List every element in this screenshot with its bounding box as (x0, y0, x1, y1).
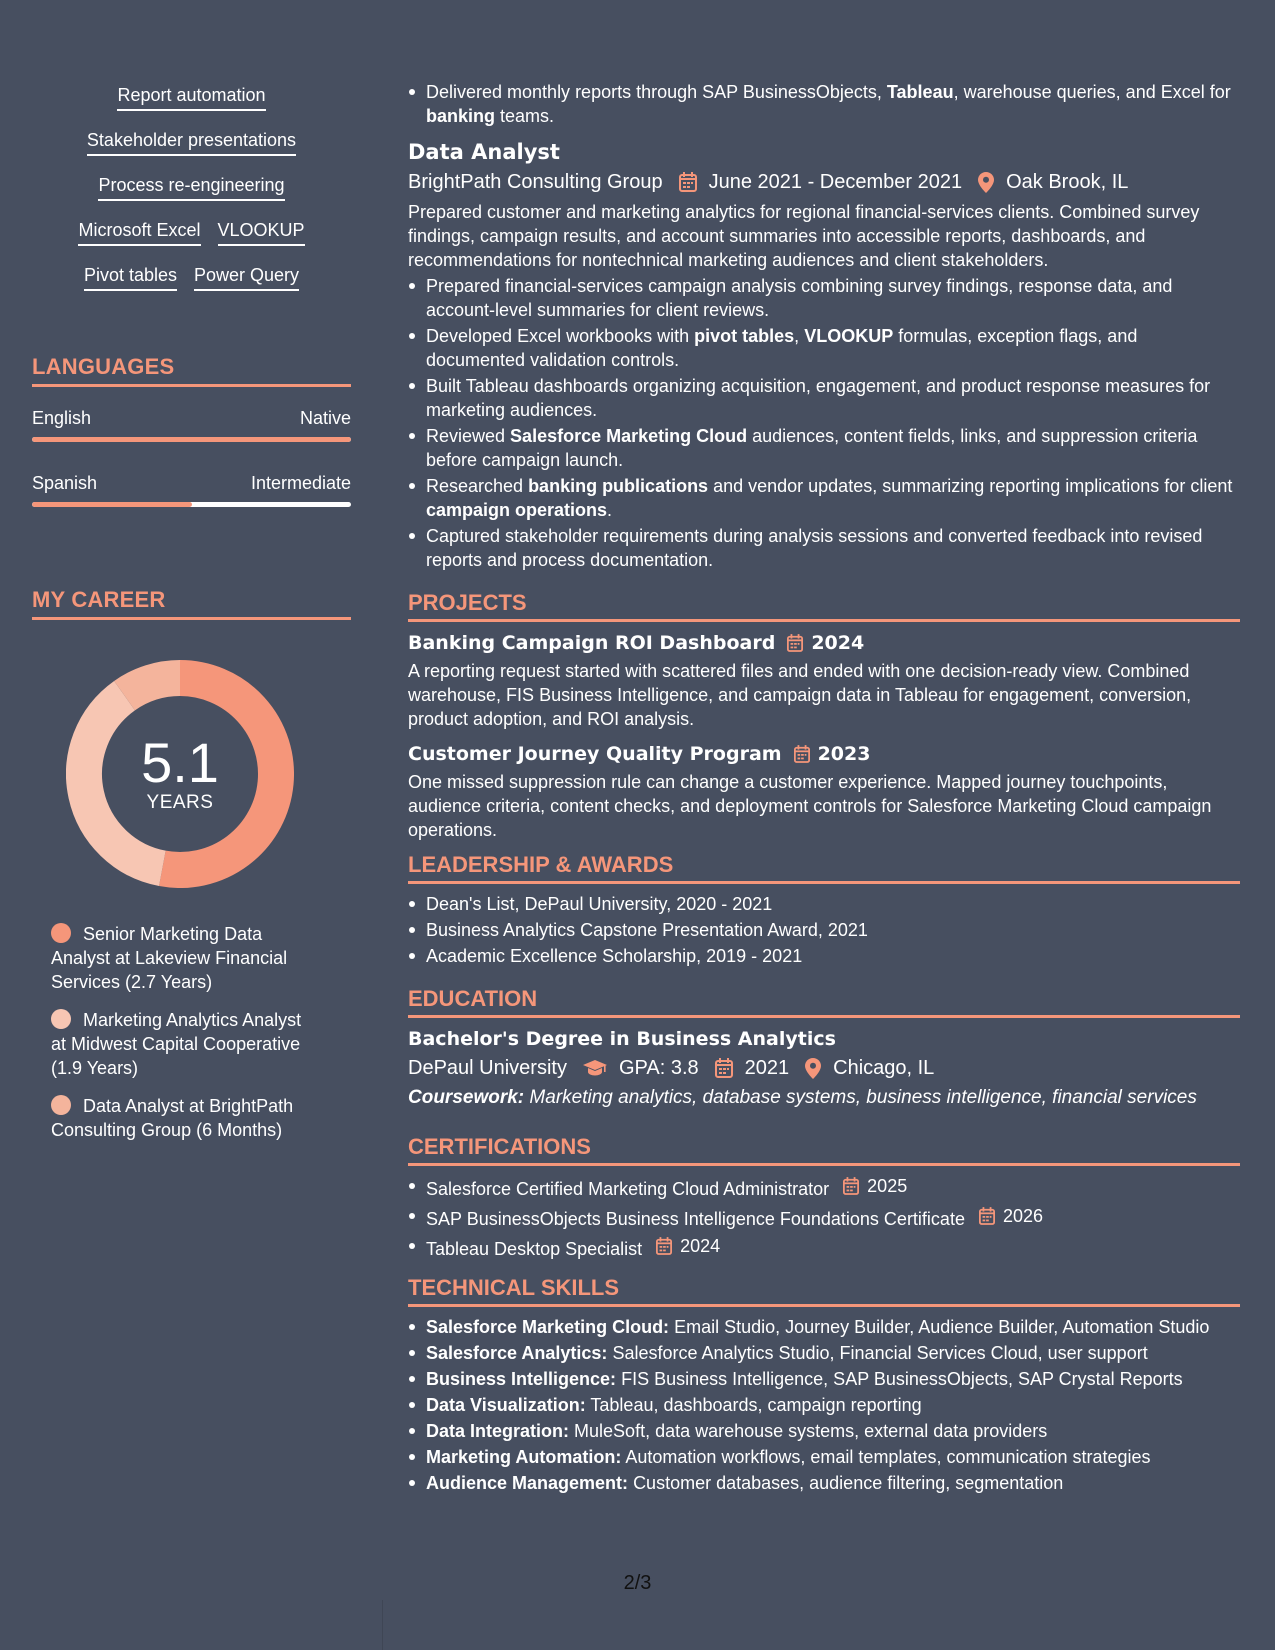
certification-date (843, 1174, 907, 1198)
certification-year: 2025 (867, 1176, 908, 1196)
skill-tag: VLOOKUP (218, 219, 305, 246)
main-content (408, 80, 1240, 1497)
skill-row (32, 84, 351, 129)
calendar-icon (979, 1207, 999, 1225)
technical-skill-item (426, 1341, 1240, 1365)
language-name: English (32, 408, 92, 428)
location-pin-icon (805, 1058, 821, 1079)
school-name: DePaul University (408, 1057, 567, 1079)
skill-tag: Microsoft Excel (78, 219, 200, 246)
page-number: 2/3 (623, 1572, 652, 1594)
list-item: Academic Excellence Scholarship, 2019 - 2021 (426, 944, 1240, 968)
skill-row (32, 264, 351, 309)
calendar-icon (843, 1177, 863, 1195)
language-row (32, 407, 351, 429)
awards-list (408, 892, 1240, 968)
skill-tag: Report automation (117, 84, 265, 111)
technical-skills-heading: TECHNICAL SKILLS (408, 1275, 1240, 1307)
coursework-label: Coursework: (408, 1087, 525, 1108)
career-legend-item (51, 922, 312, 994)
languages-heading: LANGUAGES (32, 354, 351, 387)
gpa: GPA: 3.8 (618, 1057, 699, 1079)
technical-skill-item (426, 1367, 1240, 1391)
education-heading: EDUCATION (408, 986, 1240, 1018)
career-total-unit: YEARS (146, 792, 214, 813)
technical-skill-item (426, 1315, 1240, 1339)
legend-dot (51, 1095, 71, 1115)
technical-skill-value: Email Studio, Journey Builder, Audience Builder, Automation Studio (674, 1317, 1210, 1337)
project-title-row (408, 630, 1240, 656)
technical-skill-label: Audience Management: (426, 1473, 629, 1493)
certification-date (656, 1234, 720, 1258)
list-item: Dean's List, DePaul University, 2020 - 2021 (426, 892, 1240, 916)
graduation-cap-icon (583, 1059, 607, 1077)
awards-heading: LEADERSHIP & AWARDS (408, 852, 1240, 884)
career-legend (32, 922, 312, 1142)
job-location: Oak Brook, IL (1006, 171, 1129, 193)
list-item: Researched banking publications and vendor updates, summarizing reporting implications for client campaign operations. (426, 474, 1240, 522)
technical-skill-value: FIS Business Intelligence, SAP BusinessObjects, SAP Crystal Reports (621, 1369, 1183, 1389)
technical-skill-label: Marketing Automation: (426, 1447, 622, 1467)
certifications-list (408, 1174, 1240, 1261)
project-year: 2023 (817, 743, 871, 765)
job-meta (408, 168, 1240, 196)
career-legend-label: Data Analyst at BrightPath Consulting Group (6 Months) (51, 1096, 294, 1140)
graduation-year: 2021 (744, 1057, 790, 1079)
job-title: Data Analyst (408, 140, 560, 164)
legend-dot (51, 923, 71, 943)
certification-name: Tableau Desktop Specialist (426, 1239, 643, 1259)
school-location: Chicago, IL (833, 1057, 935, 1079)
technical-skill-label: Data Integration: (426, 1421, 570, 1441)
technical-skill-item (426, 1419, 1240, 1443)
skill-tag: Process re-engineering (98, 174, 284, 201)
technical-skill-label: Business Intelligence: (426, 1369, 617, 1389)
technical-skill-label: Salesforce Analytics: (426, 1343, 608, 1363)
coursework-text: Marketing analytics, database systems, business intelligence, financial services (529, 1087, 1197, 1108)
career-legend-item (51, 1008, 312, 1080)
skill-tags (32, 84, 351, 309)
skill-tag: Power Query (194, 264, 299, 291)
technical-skill-item (426, 1471, 1240, 1495)
coursework (408, 1086, 1240, 1110)
language-level-bar (32, 502, 351, 507)
technical-skill-value: Automation workflows, email templates, communication strategies (625, 1447, 1151, 1467)
technical-skill-value: Tableau, dashboards, campaign reporting (590, 1395, 922, 1415)
list-item: Captured stakeholder requirements during analysis sessions and converted feedback into revised reports and process documentation. (426, 524, 1240, 572)
technical-skill-item (426, 1445, 1240, 1469)
education-meta (408, 1054, 1240, 1082)
certification-name: SAP BusinessObjects Business Intelligence Foundations Certificate (426, 1209, 965, 1229)
languages-list (32, 407, 351, 507)
career-legend-label: Senior Marketing Data Analyst at Lakeview Financial Services (2.7 Years) (51, 924, 288, 992)
list-item: Reviewed Salesforce Marketing Cloud audiences, content fields, links, and suppression criteria before campaign launch. (426, 424, 1240, 472)
projects-list (408, 630, 1240, 842)
list-item: Business Analytics Capstone Presentation Award, 2021 (426, 918, 1240, 942)
project-description: A reporting request started with scattered files and ended with one decision-ready view. Combined warehouse, FIS Business Intelligence, and campaign data in Tableau for engagement, conversion, product adoption, and ROI analysis. (408, 661, 1192, 729)
certification-item (426, 1234, 1240, 1261)
technical-skill-item (426, 1393, 1240, 1417)
certification-date (979, 1204, 1043, 1228)
certification-name: Salesforce Certified Marketing Cloud Administrator (426, 1179, 830, 1199)
certification-year: 2026 (1002, 1206, 1044, 1226)
calendar-icon (715, 1058, 733, 1078)
technical-skill-value: Salesforce Analytics Studio, Financial Services Cloud, user support (612, 1343, 1148, 1363)
certifications-heading: CERTIFICATIONS (408, 1134, 1240, 1166)
career-total-value: 5.1 (141, 731, 219, 794)
language-item (32, 472, 351, 507)
language-row (32, 472, 351, 494)
career-legend-label: Marketing Analytics Analyst at Midwest Capital Cooperative (1.9 Years) (51, 1010, 302, 1078)
skill-tag: Stakeholder presentations (87, 129, 296, 156)
language-level-bar (32, 437, 351, 442)
calendar-icon (787, 634, 803, 652)
list-item: Delivered monthly reports through SAP BusinessObjects, Tableau, warehouse queries, and Excel for banking teams. (426, 80, 1240, 128)
list-item: Built Tableau dashboards organizing acquisition, engagement, and product response measures for marketing audiences. (426, 374, 1240, 422)
technical-skill-value: MuleSoft, data warehouse systems, external data providers (574, 1421, 1048, 1441)
certification-item (426, 1174, 1240, 1201)
calendar-icon (794, 745, 810, 763)
job-dates: June 2021 - December 2021 (708, 171, 963, 193)
previous-job-bullets (408, 80, 1240, 128)
certification-year: 2024 (680, 1236, 721, 1256)
list-item: Developed Excel workbooks with pivot tables, VLOOKUP formulas, exception flags, and documented validation controls. (426, 324, 1240, 372)
language-level: Intermediate (250, 473, 351, 493)
calendar-icon (656, 1237, 676, 1255)
technical-skill-label: Salesforce Marketing Cloud: (426, 1317, 670, 1337)
legend-dot (51, 1009, 71, 1029)
skill-tag: Pivot tables (84, 264, 177, 291)
technical-skill-label: Data Visualization: (426, 1395, 586, 1415)
project-description: One missed suppression rule can change a customer experience. Mapped journey touchpoints, audience criteria, content checks, and deployment controls for Salesforce Marketing Cloud campaign operations. (408, 772, 1212, 840)
project-title: Customer Journey Quality Program (408, 743, 782, 765)
language-name: Spanish (32, 473, 98, 493)
project-title: Banking Campaign ROI Dashboard (408, 632, 776, 654)
skill-row (32, 219, 351, 264)
project-title-row (408, 741, 1240, 767)
location-pin-icon (978, 172, 994, 193)
technical-skills-list (408, 1315, 1240, 1495)
certification-item (426, 1204, 1240, 1231)
calendar-icon (679, 172, 697, 192)
sidebar (32, 84, 351, 1156)
projects-heading: PROJECTS (408, 590, 1240, 622)
career-donut-chart (66, 660, 294, 888)
job-company: BrightPath Consulting Group (408, 171, 663, 193)
job-bullets (408, 274, 1240, 572)
project-year: 2024 (811, 632, 865, 654)
language-level: Native (299, 408, 351, 428)
skill-row (32, 174, 351, 219)
column-divider (382, 1600, 383, 1650)
job-summary: Prepared customer and marketing analytics for regional financial-services clients. Combined survey findings, campaign results, and account summaries into accessible reports, dashboards, and recommendations for nontechnical marketing audiences and client stakeholders. (408, 202, 1200, 270)
technical-skill-value: Customer databases, audience filtering, segmentation (633, 1473, 1064, 1493)
career-legend-item (51, 1094, 312, 1142)
list-item: Prepared financial-services campaign analysis combining survey findings, response data, and account-level summaries for client reviews. (426, 274, 1240, 322)
career-heading: MY CAREER (32, 587, 351, 620)
language-item (32, 407, 351, 442)
language-level-fill (32, 502, 192, 507)
degree-title: Bachelor's Degree in Business Analytics (408, 1028, 836, 1050)
skill-row (32, 129, 351, 174)
language-level-fill (32, 437, 351, 442)
